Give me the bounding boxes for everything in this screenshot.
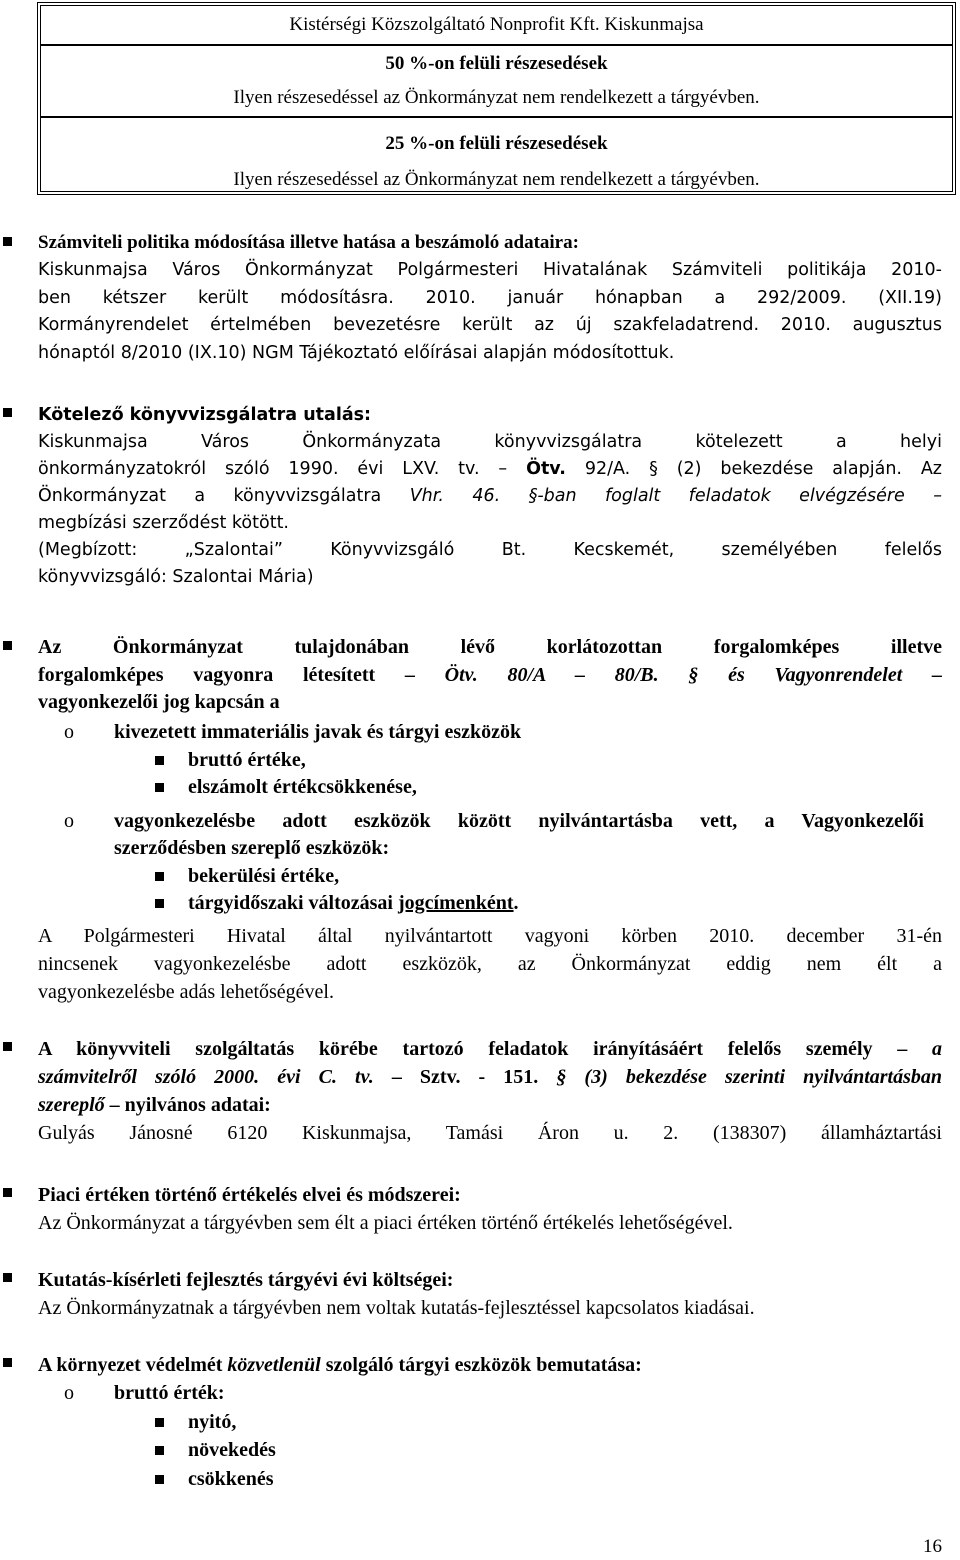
bullet-square	[155, 1475, 164, 1484]
section-bookkeeping-responsible	[38, 1035, 942, 1147]
asset-note	[38, 922, 942, 1006]
list-item	[0, 808, 942, 836]
paragraph-line: vagyonkezelői jog kapcsán a	[38, 691, 280, 713]
list-item-text: nyitó,	[188, 1410, 237, 1433]
section-environment-assets	[38, 1351, 942, 1379]
paragraph-line: vagyonkezelésbe adás lehetőségével.	[38, 981, 334, 1003]
text-span: tárgyidőszaki változásai	[188, 892, 393, 914]
text-span: Önkormányzat a könyvvizsgálatra	[38, 486, 382, 506]
list-item-text: kivezetett immateriális javak és tárgyi eszközök	[114, 721, 522, 743]
box-text-50: Ilyen részesedéssel az Önkormányzat nem rendelkezett a tárgyévben.	[233, 87, 760, 108]
page-number: 16	[923, 1536, 942, 1557]
section-accounting-policy	[38, 231, 942, 255]
text-span: § (3) bekezdése szerinti nyilvántartásban	[556, 1066, 942, 1088]
text-span: forgalomképes vagyonra létesített –	[38, 663, 415, 686]
paragraph-line: Kiskunmajsa Város Önkormányzata könyvvizsgálatra kötelezett a helyi	[38, 432, 942, 452]
text-span: számvitelről szóló 2000. évi C. tv.	[38, 1066, 374, 1088]
list-item-text: elszámolt értékcsökkenése,	[188, 776, 417, 798]
text-span: önkormányzatokról szóló 1990. évi LXV. tv. –	[38, 459, 508, 479]
bullet-square	[155, 872, 164, 881]
bullet-square	[155, 899, 164, 908]
text-span: Ötv.	[526, 459, 566, 479]
box-heading-25: 25 %-on felüli részesedések	[385, 133, 608, 154]
bullet-square	[155, 1446, 164, 1455]
box-divider	[41, 44, 952, 46]
paragraph-line: Kiskunmajsa Város Önkormányzat Polgármesteri Hivatalának Számviteli politikája 2010-	[38, 260, 942, 280]
bullet-square	[3, 1273, 12, 1282]
list-marker: o	[64, 721, 74, 743]
box-company: Kistérségi Közszolgáltató Nonprofit Kft. Kiskunmajsa	[289, 14, 704, 35]
section-audit	[38, 402, 942, 591]
paragraph-line: Gulyás Jánosné 6120 Kiskunmajsa, Tamási Áron u. 2. (138307) államháztartási	[38, 1122, 942, 1144]
paragraph-line: ben kétszer került módosításra. 2010. január hónapban a 292/2009. (XII.19)	[38, 287, 942, 308]
text-span: 92/A. § (2) bekezdése alapján. Az	[584, 459, 942, 479]
bullet-square	[3, 1042, 12, 1051]
paragraph-line	[38, 662, 942, 690]
list-item	[0, 774, 942, 802]
list-item	[0, 1379, 942, 1408]
box-divider	[41, 116, 952, 118]
text-span: a	[932, 1038, 942, 1060]
list-item-text: bruttó értéke,	[188, 748, 306, 771]
list-marker: o	[64, 1382, 74, 1404]
list-item	[0, 1408, 942, 1437]
list-item-text: csökkenés	[188, 1467, 274, 1490]
list-item-text: szerződésben szereplő eszközök:	[114, 837, 390, 859]
list-item	[0, 747, 942, 775]
section-asset-management	[38, 634, 942, 717]
paragraph-line: hónaptól 8/2010 (IX.10) NGM Tájékoztató előírásai alapján módosítottuk.	[38, 342, 675, 363]
text-span: .	[513, 892, 519, 914]
text-span: szolgáló tárgyi eszközök bemutatása:	[325, 1354, 642, 1376]
section-research-costs	[38, 1266, 942, 1322]
section-heading: Számviteli politika módosítása illetve hatása a beszámoló adataira:	[38, 232, 579, 253]
text-span: A környezet védelmét	[38, 1354, 223, 1376]
list-item	[0, 719, 942, 747]
paragraph-line: (Megbízott: „Szalontai” Könyvvizsgáló Bt. Kecskemét, személyében felelős	[38, 540, 942, 560]
paragraph-line: Az Önkormányzat a tárgyévben sem élt a piaci értéken történő értékelés lehetőségével.	[38, 1212, 733, 1234]
list-item	[0, 890, 942, 918]
summary-box	[37, 2, 956, 195]
section-heading: Kutatás-kísérleti fejlesztés tárgyévi évi költségei:	[38, 1269, 454, 1291]
paragraph-line: Az Önkormányzatnak a tárgyévben nem voltak kutatás-fejlesztéssel kapcsolatos kiadásai.	[38, 1297, 755, 1319]
paragraph-line	[38, 1063, 942, 1091]
paragraph-line: Kormányrendelet értelmében bevezetésre került az új szakfeladatrend. 2010. augusztus	[38, 315, 942, 335]
paragraph-line: megbízási szerződést kötött.	[38, 513, 289, 533]
box-text-25: Ilyen részesedéssel az Önkormányzat nem rendelkezett a tárgyévben.	[233, 169, 760, 190]
bullet-square	[3, 1188, 12, 1197]
paragraph-line	[38, 483, 942, 510]
text-span: Vhr. 46. §-ban foglalt feladatok elvégzésére –	[409, 486, 942, 506]
paragraph-line	[38, 456, 942, 483]
paragraph-line: könyvvizsgáló: Szalontai Mária)	[38, 567, 314, 587]
bullet-square	[3, 641, 12, 650]
list-item-text: vagyonkezelésbe adott eszközök között nyilvántartásba vett, a Vagyonkezelői	[114, 809, 924, 832]
list-item-text: bruttó érték:	[114, 1382, 225, 1404]
bullet-square	[3, 237, 12, 246]
text-span: – Sztv. - 151.	[391, 1066, 539, 1088]
text-span: A könyvviteli szolgáltatás körébe tartozó feladatok irányításáért felelős személy –	[38, 1038, 908, 1060]
text-span: szereplő	[38, 1094, 105, 1116]
list-item-text	[188, 890, 519, 918]
paragraph-line: A Polgármesteri Hivatal által nyilvántartott vagyoni körben 2010. december 31-én	[38, 925, 942, 947]
text-span: Ötv. 80/A – 80/B. § és Vagyonrendelet –	[444, 663, 942, 686]
section-market-valuation	[38, 1181, 942, 1237]
environment-list	[0, 1379, 942, 1493]
bullet-square	[155, 1418, 164, 1427]
bullet-square	[3, 408, 12, 417]
text-span: – nyilvános adatai:	[109, 1094, 271, 1116]
paragraph-line	[38, 1035, 942, 1063]
list-item-text: növekedés	[188, 1439, 276, 1461]
list-item	[0, 1436, 942, 1465]
paragraph-line: Az Önkormányzat tulajdonában lévő korlátozottan forgalomképes illetve	[38, 636, 942, 658]
bullet-square	[155, 783, 164, 792]
bullet-square	[155, 756, 164, 765]
asset-list	[0, 719, 942, 918]
section-accounting-policy-body	[38, 257, 942, 367]
text-span: jogcímenként	[398, 892, 514, 914]
list-marker: o	[64, 809, 74, 832]
list-item-text: bekerülési értéke,	[188, 864, 340, 887]
box-heading-50: 50 %-on felüli részesedések	[385, 53, 608, 74]
list-item	[0, 863, 942, 891]
section-heading: Kötelező könyvvizsgálatra utalás:	[38, 405, 372, 425]
text-span: közvetlenül	[227, 1354, 321, 1376]
section-heading: Piaci értéken történő értékelés elvei és módszerei:	[38, 1184, 461, 1206]
paragraph-line	[38, 1091, 942, 1119]
paragraph-line: nincsenek vagyonkezelésbe adott eszközök, az Önkormányzat eddig nem élt a	[38, 953, 942, 975]
list-item	[0, 1465, 942, 1494]
section-heading	[38, 1351, 942, 1379]
list-item	[0, 835, 942, 863]
bullet-square	[3, 1358, 12, 1367]
